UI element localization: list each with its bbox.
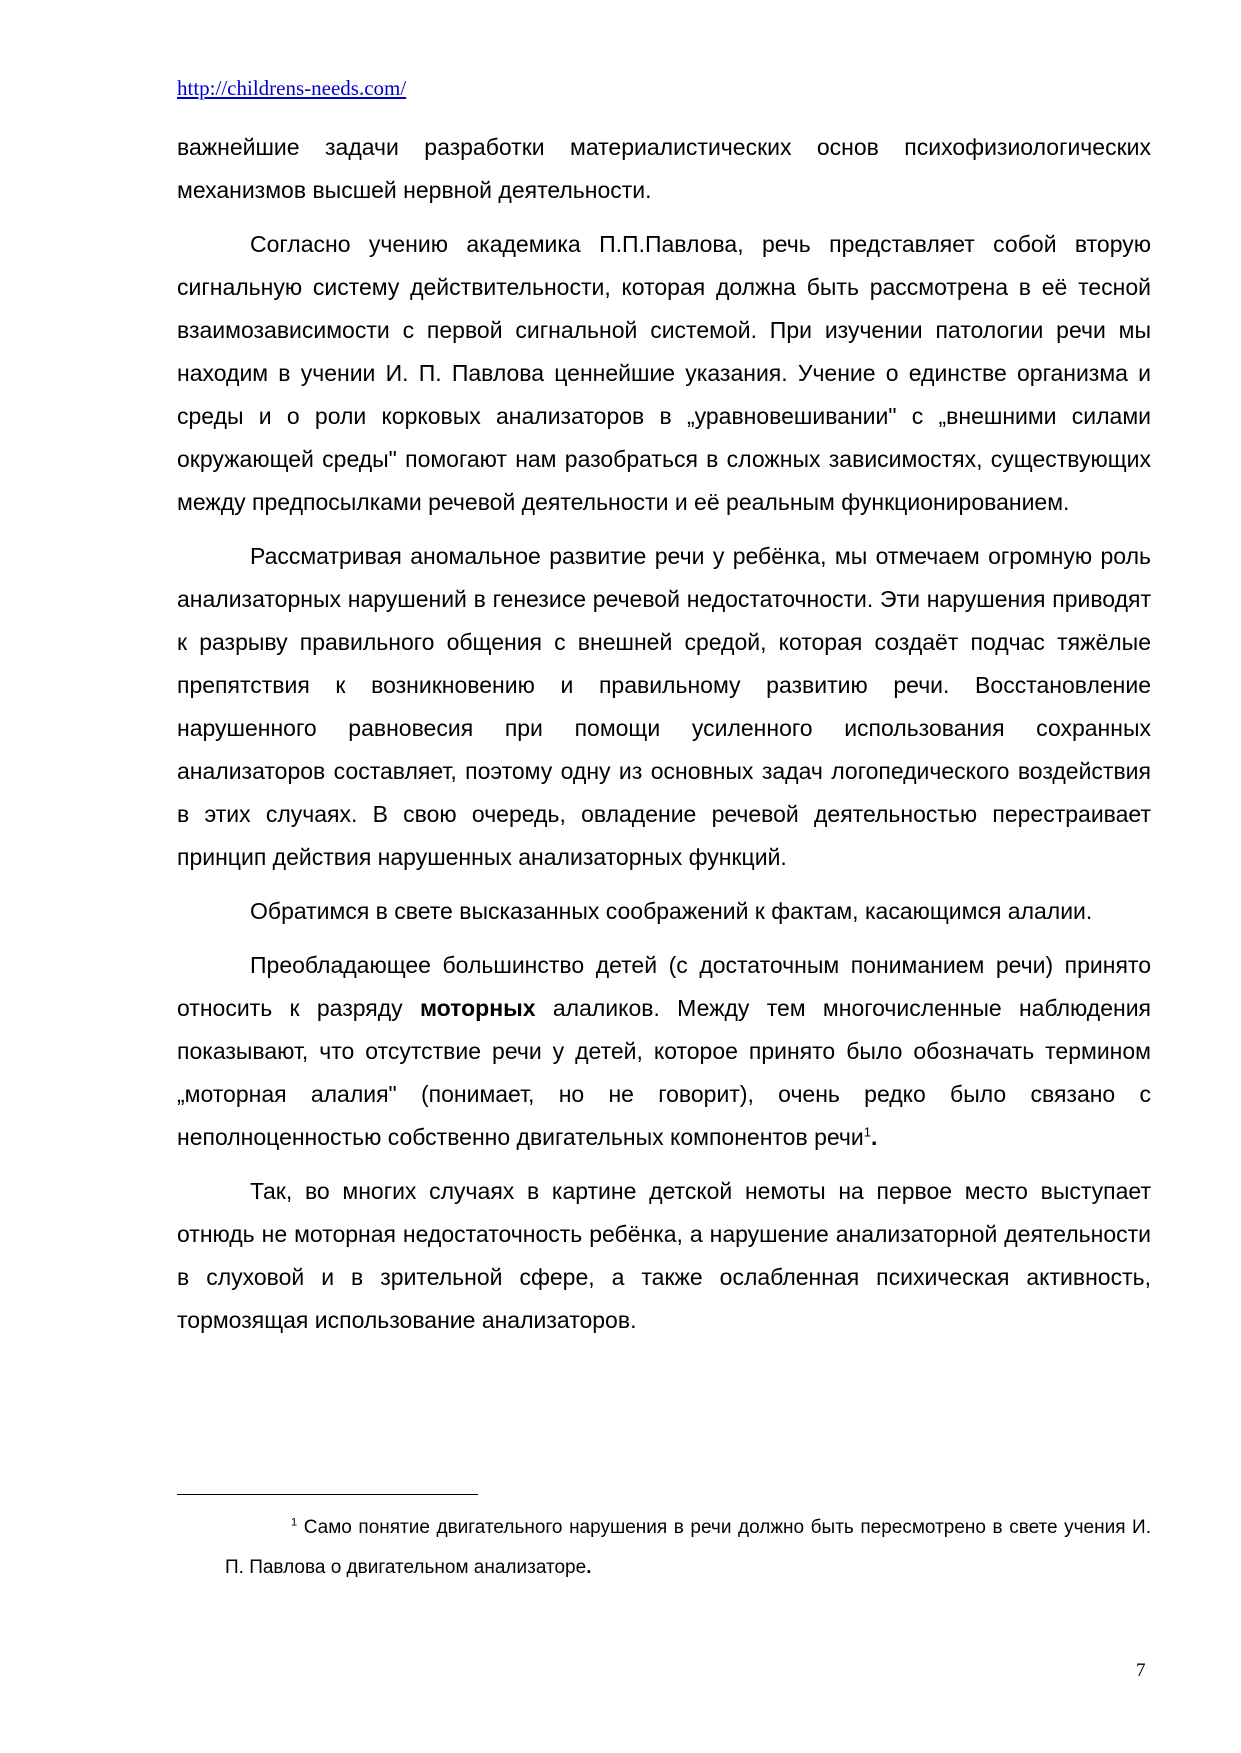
paragraph-5 xyxy=(177,944,1151,1159)
paragraph-5-bold-term: моторных xyxy=(419,995,536,1021)
paragraph-6: Так, во многих случаях в картине детской немоты на первое место выступает отнюдь не моторная недостаточность ребёнка, а нарушение анализаторной деятельности в слуховой и в зрительной сфере, а также ослабленная психическая активность, тормозящая использование анализаторов. xyxy=(177,1178,1151,1333)
paragraph-4: Обратимся в свете высказанных соображений к фактам, касающимся алалии. xyxy=(250,898,1093,924)
header-url-link[interactable]: http://childrens-needs.com/ xyxy=(177,76,407,100)
page-number: 7 xyxy=(1136,1660,1146,1681)
footnote-text: Само понятие двигательного нарушения в речи должно быть пересмотрено в свете учения И. П. Павлова о двигательном анализаторе xyxy=(225,1517,1151,1578)
paragraph-5-text-after: алаликов. Между тем многочисленные наблюдения показывают, что отсутствие речи у детей, которое принято было обозначать термином „моторная алалия" (понимает, но не говорит), очень редко было связано с неполноценностью собственно двигательных компонентов речи xyxy=(177,995,1151,1150)
footnote-end-punct: . xyxy=(586,1557,592,1578)
paragraph-2: Согласно учению академика П.П.Павлова, речь представляет собой вторую сигнальную систему действительности, которая должна быть рассмотрена в её тесной взаимозависимости с первой сигнальной системой. При изучении патологии речи мы находим в учении И. П. Павлова ценнейшие указания. Учение о единстве организма и среды и о роли корковых анализаторов в „уравновешивании" с „внешними силами окружающей среды" помогают нам разобраться в сложных зависимостях, существующих между предпосылками речевой деятельности и её реальным функционированием. xyxy=(177,231,1151,515)
footnote-separator xyxy=(177,1494,478,1495)
footnote-reference[interactable]: 1 xyxy=(863,1124,871,1140)
document-body xyxy=(177,126,1151,1353)
paragraph-5-text-before: Преобладающее большинство детей (с достаточным пониманием речи) принято относить к разряду xyxy=(177,952,1151,1021)
paragraph-5-end-punct: . xyxy=(870,1124,878,1150)
paragraph-3: Рассматривая аномальное развитие речи у ребёнка, мы отмечаем огромную роль анализаторных нарушений в генезисе речевой недостаточности. Эти нарушения приводят к разрыву правильного общения с внешней средой, которая создаёт подчас тяжёлые препятствия к возникновению и правильному развитию речи. Восстановление нарушенного равновесия при помощи усиленного использования сохранных анализаторов составляет, поэтому одну из основных задач логопедического воздействия в этих случаях. В свою очередь, овладение речевой деятельностью перестраивает принцип действия нарушенных анализаторных функций. xyxy=(177,543,1151,870)
footnote-marker: 1 xyxy=(291,1516,298,1529)
footnote xyxy=(225,1508,1151,1588)
paragraph-1: важнейшие задачи разработки материалистических основ психофизиологических механизмов высшей нервной деятельности. xyxy=(177,134,1151,203)
